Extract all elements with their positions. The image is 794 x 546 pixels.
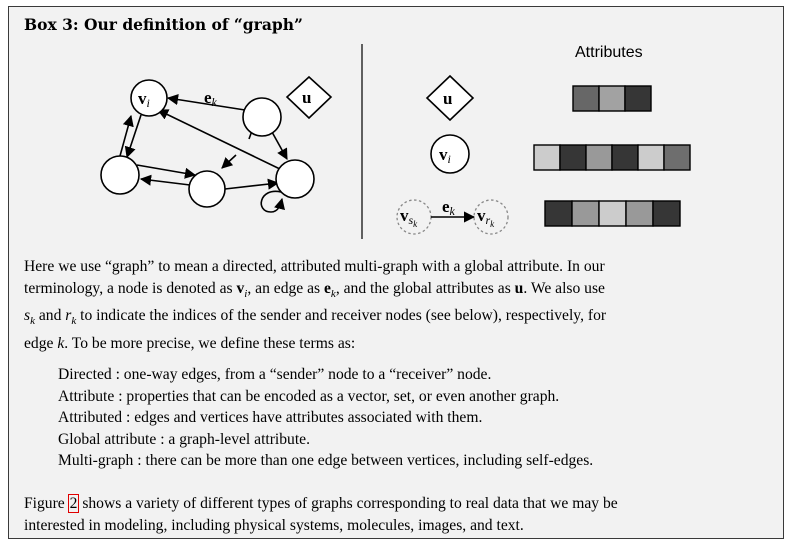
intro-paragraph xyxy=(24,256,606,354)
edge-attribute-cell-5 xyxy=(653,201,680,226)
definition-attributed: Attributed : edges and vertices have attributes associated with them. xyxy=(58,409,483,426)
figure-2-link[interactable]: 2 xyxy=(69,495,78,512)
receiver-label: vrk xyxy=(477,206,495,229)
edge-attribute-cell-2 xyxy=(572,201,599,226)
node-attribute-bar xyxy=(534,145,690,170)
edge-attribute-cell-3 xyxy=(599,201,626,226)
graph-diagram xyxy=(9,7,785,247)
edge-ek-label: ek xyxy=(204,88,217,109)
edge-attribute-bar xyxy=(545,201,680,226)
global-attribute-cell-3 xyxy=(625,86,651,111)
edge-5-to-3 xyxy=(222,155,236,168)
global-attribute-cell-2 xyxy=(599,86,625,111)
definition-global-attribute: Global attribute : a graph-level attribute. xyxy=(58,430,311,448)
node-attribute-cell-4 xyxy=(612,145,638,170)
node-attribute-cell-2 xyxy=(560,145,586,170)
global-attribute-cell-1 xyxy=(573,86,599,111)
node-middle xyxy=(189,171,225,207)
intro-line-3: $s_k$ and $r_k$ to indicate the indices of the sender and receiver nodes (see below), respectively, for xyxy=(24,307,607,328)
definition-multi-graph: Multi-graph : there can be more than one edge between vertices, including self-edges. xyxy=(58,452,594,469)
node-left xyxy=(101,156,139,194)
definition-attribute: Attribute : properties that can be encoded as a vector, set, or even another graph. xyxy=(58,387,560,405)
self-edge xyxy=(261,191,282,212)
node-top-right xyxy=(243,98,281,136)
node-attribute-cell-6 xyxy=(664,145,690,170)
edge-5-to-4 xyxy=(272,132,287,159)
node-right xyxy=(276,160,314,198)
definitions-list xyxy=(58,364,593,472)
sender-label: vsk xyxy=(400,206,418,229)
legend-ek-label: ek xyxy=(442,197,455,218)
intro-line-4: edge k. To be more precise, we define these terms as: xyxy=(24,334,356,352)
node-attribute-cell-1 xyxy=(534,145,560,170)
node-attribute-cell-3 xyxy=(586,145,612,170)
closing-line-1: Figure 2 shows a variety of different types of graphs corresponding to real data that we may be xyxy=(24,495,618,512)
definition-directed: Directed : one-way edges, from a “sender” node to a “receiver” node. xyxy=(58,366,492,383)
attributes-heading: Attributes xyxy=(575,44,643,61)
edge-3-to-4 xyxy=(225,183,278,189)
edge-2-to-3 xyxy=(137,165,195,175)
global-attribute-bar xyxy=(573,86,651,111)
legend-vi-label: vi xyxy=(439,145,451,166)
intro-line-1: Here we use “graph” to mean a directed, attributed multi-graph with a global attribute. In our xyxy=(24,258,605,275)
closing-paragraph xyxy=(24,493,618,536)
node-attribute-cell-5 xyxy=(638,145,664,170)
node-vi-label: vi xyxy=(138,89,150,110)
intro-line-2: terminology, a node is denoted as $v_i$, an edge as $e_k$, and the global attributes as u. We also use xyxy=(24,279,605,300)
definition-box xyxy=(8,6,784,539)
global-u-label: u xyxy=(302,88,312,107)
legend-u-label: u xyxy=(443,89,453,108)
edge-attribute-cell-1 xyxy=(545,201,572,226)
edge-attribute-cell-4 xyxy=(626,201,653,226)
box-title: Box 3: Our definition of “graph” xyxy=(24,15,303,34)
closing-line-2: interested in modeling, including physical systems, molecules, images, and text. xyxy=(24,516,524,534)
edge-3-to-2 xyxy=(141,179,190,185)
